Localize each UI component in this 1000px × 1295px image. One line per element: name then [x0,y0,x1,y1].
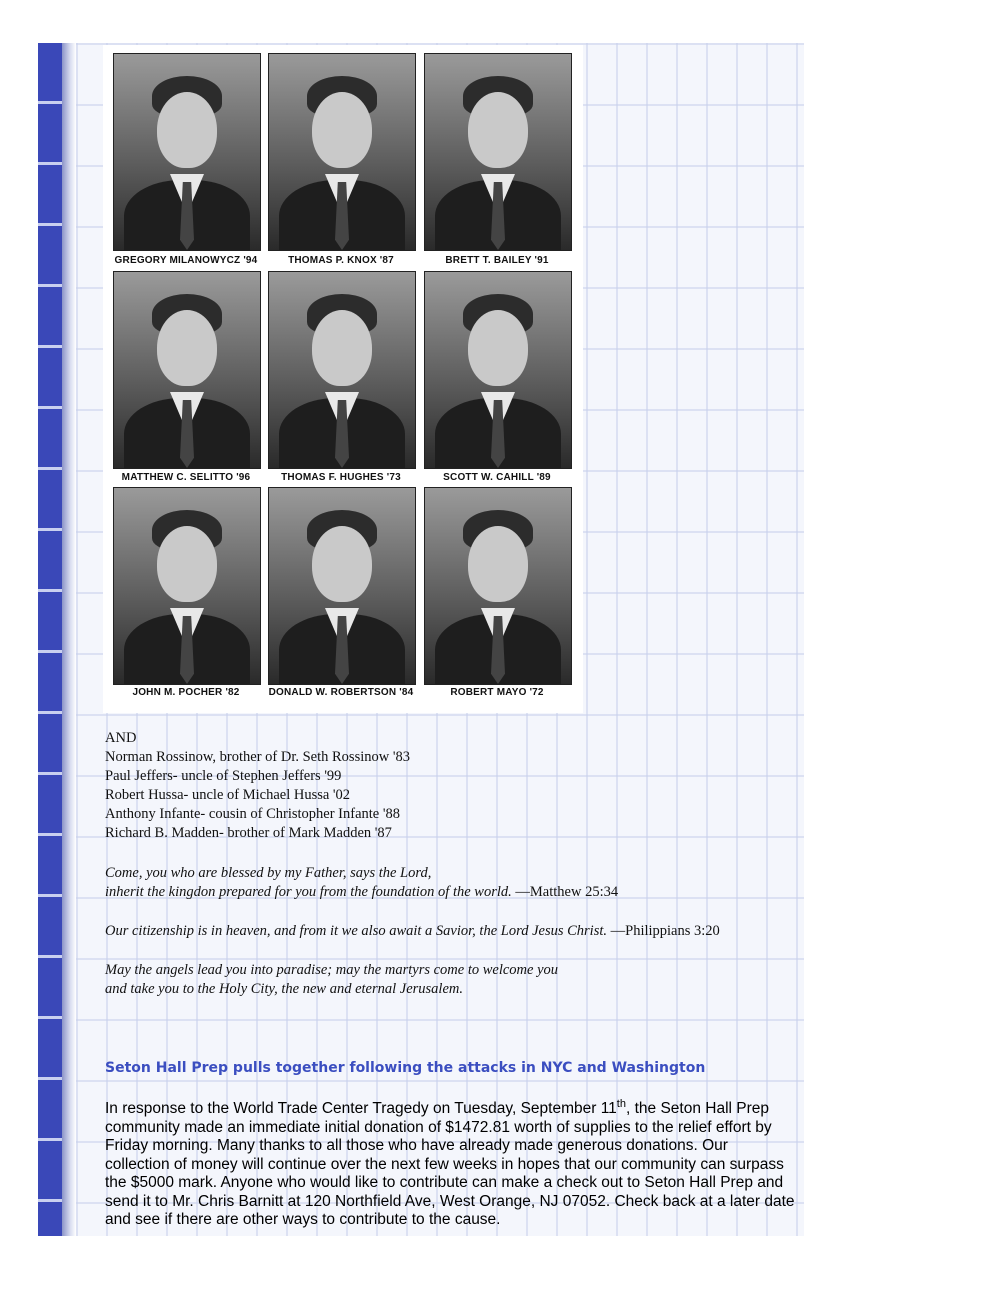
portrait-caption: MATTHEW C. SELITTO '96 [121,472,251,483]
portrait-caption: JOHN M. POCHER '82 [132,687,240,698]
portrait-photo [113,487,261,685]
quote-line: and take you to the Holy City, the new and eternal Jerusalem. [105,981,463,997]
name-line: Richard B. Madden- brother of Mark Madden '87 [105,825,392,841]
article-body-sup: th [616,1097,626,1110]
quote-citation: —Matthew 25:34 [511,884,619,900]
article-body [105,1097,795,1230]
scripture-quote [105,961,558,999]
portrait-caption: GREGORY MILANOWYCZ '94 [114,255,258,266]
quote-line: inherit the kingdon prepared for you from the foundation of the world. [105,884,512,900]
name-line: Robert Hussa- uncle of Michael Hussa '02 [105,787,351,803]
portrait-caption: THOMAS P. KNOX '87 [288,255,394,266]
portrait-caption: DONALD W. ROBERTSON '84 [268,687,414,698]
article-body-end: , the Seton Hall Prep community made an immediate initial donation of $1472.81 worth of supplies to the relief effort by Friday morning. Many thanks to all those who have already made generous donations. Our collection of money will continue over the next few weeks in hopes that our community can surpass the $5000 mark. Anyone who would like to contribute can make a check out to Seton Hall Prep and send it to Mr. Chris Barnitt at 120 Northfield Ave, West Orange, NJ 07052. Check back at a later date and see if there are other ways to contribute to the cause. [105,1100,795,1228]
name-line: Paul Jeffers- uncle of Stephen Jeffers '99 [105,768,342,784]
quote-citation: —Philippians 3:20 [607,923,720,939]
article-body-start: In response to the World Trade Center Tragedy on Tuesday, September 11 [105,1100,617,1117]
and-label: AND [105,730,137,746]
portrait-photo [113,53,261,251]
sidebar-shadow [62,43,76,1236]
name-line: Anthony Infante- cousin of Christopher Infante '88 [105,806,400,822]
portrait-photo [113,271,261,469]
scripture-quote [105,922,720,941]
portrait-caption: THOMAS F. HUGHES '73 [281,472,401,483]
portrait-caption: ROBERT MAYO '72 [450,687,544,698]
sidebar-stripe [38,43,62,1236]
portrait-photo [268,53,416,251]
article-heading: Seton Hall Prep pulls together following the attacks in NYC and Washington [105,1060,706,1076]
quote-line: May the angels lead you into paradise; may the martyrs come to welcome you [105,962,559,978]
portrait-caption: SCOTT W. CAHILL '89 [443,472,551,483]
portrait-caption: BRETT T. BAILEY '91 [445,255,549,266]
portrait-photo [424,487,572,685]
portrait-photo [424,53,572,251]
quote-line: Our citizenship is in heaven, and from it we also await a Savior, the Lord Jesus Christ. [105,923,607,939]
portrait-photo [268,487,416,685]
additional-names-list [105,729,410,843]
memorial-photo-grid [103,45,583,713]
portrait-photo [424,271,572,469]
name-line: Norman Rossinow, brother of Dr. Seth Rossinow '83 [105,749,410,765]
portrait-photo [268,271,416,469]
quote-line: Come, you who are blessed by my Father, says the Lord, [105,865,432,881]
scripture-quote [105,864,618,902]
